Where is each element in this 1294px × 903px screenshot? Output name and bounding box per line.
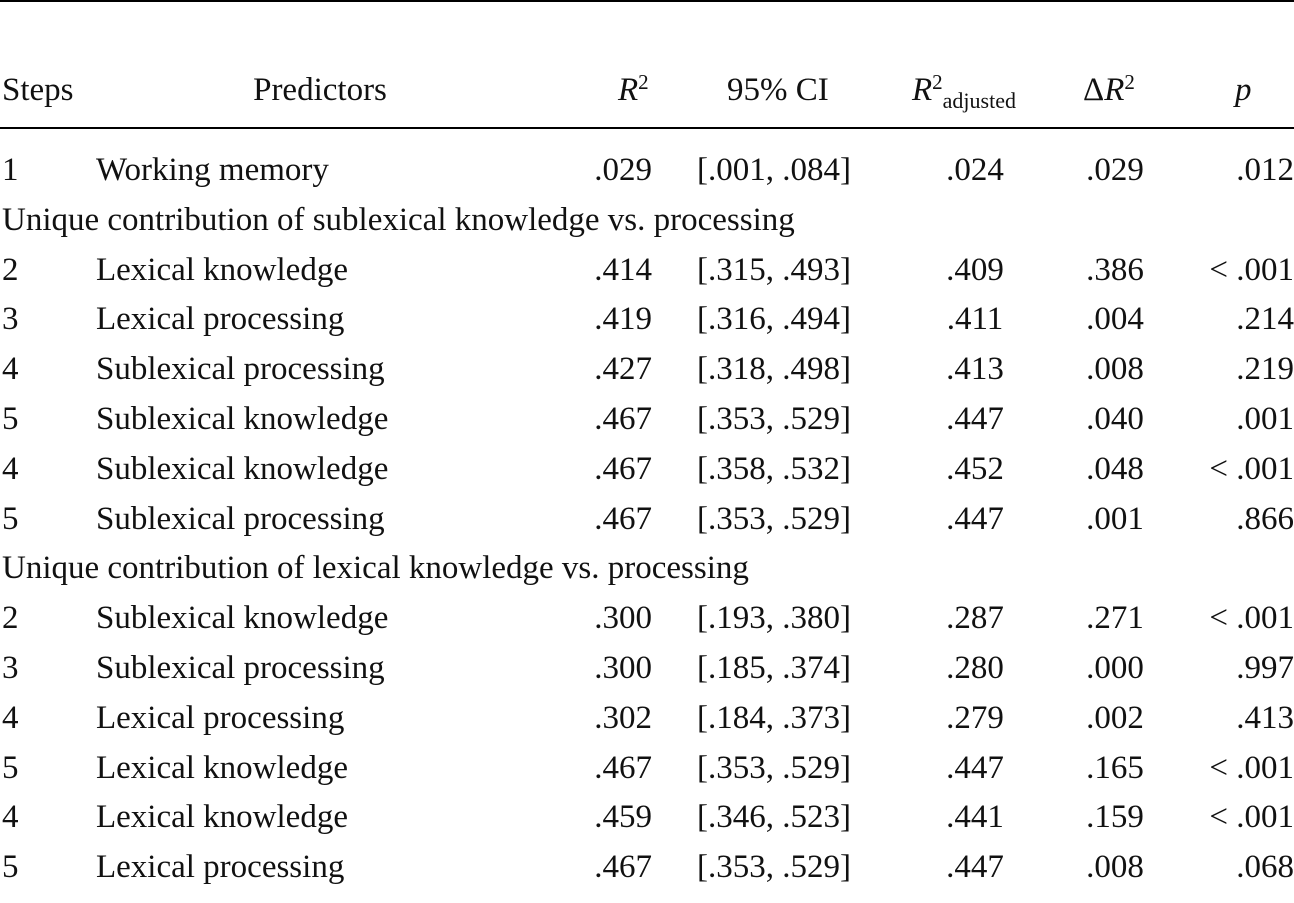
cell-r2: .467 xyxy=(594,749,652,786)
cell-ci: [.353, .529] xyxy=(697,749,851,786)
cell-p: .866 xyxy=(1236,500,1294,537)
cell-adj: .413 xyxy=(946,351,1004,388)
section-heading: Unique contribution of sublexical knowledge vs. processing xyxy=(2,201,795,238)
cell-dr2: .271 xyxy=(1086,600,1144,637)
cell-step: 5 xyxy=(2,500,19,537)
header-r2: $R^2$ xyxy=(618,70,649,108)
cell-p: .214 xyxy=(1236,301,1294,338)
cell-dr2: .165 xyxy=(1086,749,1144,786)
header-predictors: Predictors xyxy=(253,72,387,108)
cell-ci: [.185, .374] xyxy=(697,650,851,686)
table-row xyxy=(0,294,1294,344)
cell-predictor: Lexical processing xyxy=(96,699,345,736)
cell-p: .219 xyxy=(1236,351,1294,388)
cell-ci: [.001, .084] xyxy=(697,152,851,188)
cell-dr2: .002 xyxy=(1086,699,1144,736)
cell-dr2: .159 xyxy=(1086,799,1144,836)
cell-r2: .467 xyxy=(594,849,652,886)
cell-predictor: Lexical processing xyxy=(96,301,345,338)
cell-ci: [.193, .380] xyxy=(697,600,851,637)
table-row xyxy=(0,792,1294,842)
cell-dr2: .004 xyxy=(1086,301,1144,338)
cell-step: 4 xyxy=(2,799,19,836)
cell-predictor: Sublexical processing xyxy=(96,351,385,388)
cell-predictor: Working memory xyxy=(96,152,329,188)
cell-ci: [.358, .532] xyxy=(697,450,851,487)
cell-p: < .001 xyxy=(1209,600,1294,637)
section-heading-row xyxy=(0,195,1294,245)
table-row xyxy=(0,743,1294,793)
header-rule xyxy=(0,127,1294,129)
cell-p: .012 xyxy=(1236,152,1294,188)
table-row xyxy=(0,394,1294,444)
cell-predictor: Sublexical knowledge xyxy=(96,600,389,637)
cell-ci: [.346, .523] xyxy=(697,799,851,836)
cell-step: 2 xyxy=(2,600,19,637)
cell-r2: .459 xyxy=(594,799,652,836)
cell-adj: .287 xyxy=(946,600,1004,637)
table-row xyxy=(0,693,1294,743)
cell-adj: .280 xyxy=(946,650,1004,686)
cell-step: 2 xyxy=(2,251,19,288)
cell-r2: .467 xyxy=(594,500,652,537)
cell-adj: .447 xyxy=(946,749,1004,786)
cell-predictor: Sublexical processing xyxy=(96,500,385,537)
cell-r2: .300 xyxy=(594,600,652,637)
cell-adj: .447 xyxy=(946,500,1004,537)
cell-adj: .441 xyxy=(946,799,1004,836)
cell-dr2: .029 xyxy=(1086,152,1144,188)
cell-step: 5 xyxy=(2,749,19,786)
table-row xyxy=(0,344,1294,394)
header-r2-adjusted: $R^2_{adjusted}$ xyxy=(912,70,1016,113)
header-steps: Steps xyxy=(2,72,74,108)
table-row xyxy=(0,145,1294,195)
table-row xyxy=(0,245,1294,295)
cell-p: < .001 xyxy=(1209,251,1294,288)
cell-r2: .419 xyxy=(594,301,652,338)
cell-adj: .447 xyxy=(946,849,1004,886)
table-header xyxy=(0,65,1294,115)
cell-ci: [.315, .493] xyxy=(697,251,851,288)
cell-dr2: .048 xyxy=(1086,450,1144,487)
cell-p: .001 xyxy=(1236,401,1294,437)
cell-predictor: Lexical knowledge xyxy=(96,799,348,836)
cell-dr2: .001 xyxy=(1086,500,1144,537)
cell-step: 5 xyxy=(2,849,19,886)
cell-adj: .409 xyxy=(946,251,1004,288)
top-rule xyxy=(0,0,1294,2)
cell-r2: .302 xyxy=(594,699,652,736)
section-heading-row xyxy=(0,543,1294,593)
cell-p: .068 xyxy=(1236,849,1294,886)
cell-ci: [.318, .498] xyxy=(697,351,851,388)
cell-adj: .447 xyxy=(946,401,1004,437)
cell-ci: [.353, .529] xyxy=(697,849,851,886)
cell-p: < .001 xyxy=(1209,749,1294,786)
cell-dr2: .040 xyxy=(1086,401,1144,437)
table-row xyxy=(0,842,1294,892)
cell-predictor: Sublexical processing xyxy=(96,650,385,686)
cell-step: 5 xyxy=(2,401,19,437)
cell-p: .413 xyxy=(1236,699,1294,736)
header-p: p xyxy=(1235,72,1252,108)
cell-r2: .467 xyxy=(594,401,652,437)
cell-p: < .001 xyxy=(1209,799,1294,836)
cell-ci: [.353, .529] xyxy=(697,401,851,437)
cell-r2: .414 xyxy=(594,251,652,288)
cell-step: 3 xyxy=(2,301,19,338)
cell-step: 3 xyxy=(2,650,19,686)
cell-predictor: Sublexical knowledge xyxy=(96,401,389,437)
table-row xyxy=(0,494,1294,544)
cell-ci: [.184, .373] xyxy=(697,699,851,736)
cell-dr2: .008 xyxy=(1086,849,1144,886)
cell-r2: .467 xyxy=(594,450,652,487)
table-row xyxy=(0,593,1294,643)
cell-r2: .300 xyxy=(594,650,652,686)
cell-step: 4 xyxy=(2,450,19,487)
cell-dr2: .386 xyxy=(1086,251,1144,288)
cell-r2: .427 xyxy=(594,351,652,388)
cell-step: 4 xyxy=(2,351,19,388)
cell-r2: .029 xyxy=(594,152,652,188)
cell-adj: .024 xyxy=(946,152,1004,188)
cell-step: 1 xyxy=(2,152,19,188)
cell-dr2: .008 xyxy=(1086,351,1144,388)
cell-ci: [.316, .494] xyxy=(697,301,851,338)
cell-p: .997 xyxy=(1236,650,1294,686)
cell-step: 4 xyxy=(2,699,19,736)
cell-adj: .279 xyxy=(946,699,1004,736)
cell-p: < .001 xyxy=(1209,450,1294,487)
cell-dr2: .000 xyxy=(1086,650,1144,686)
cell-predictor: Lexical knowledge xyxy=(96,251,348,288)
table-row xyxy=(0,444,1294,494)
section-heading: Unique contribution of lexical knowledge vs. processing xyxy=(2,550,749,587)
cell-adj: .411 xyxy=(946,301,1004,338)
cell-predictor: Lexical knowledge xyxy=(96,749,348,786)
cell-predictor: Sublexical knowledge xyxy=(96,450,389,487)
cell-adj: .452 xyxy=(946,450,1004,487)
header-ci: 95% CI xyxy=(727,72,829,108)
cell-predictor: Lexical processing xyxy=(96,849,345,886)
cell-ci: [.353, .529] xyxy=(697,500,851,537)
table-row xyxy=(0,643,1294,693)
header-delta-r2: $\Delta R^2$ xyxy=(1083,70,1135,108)
